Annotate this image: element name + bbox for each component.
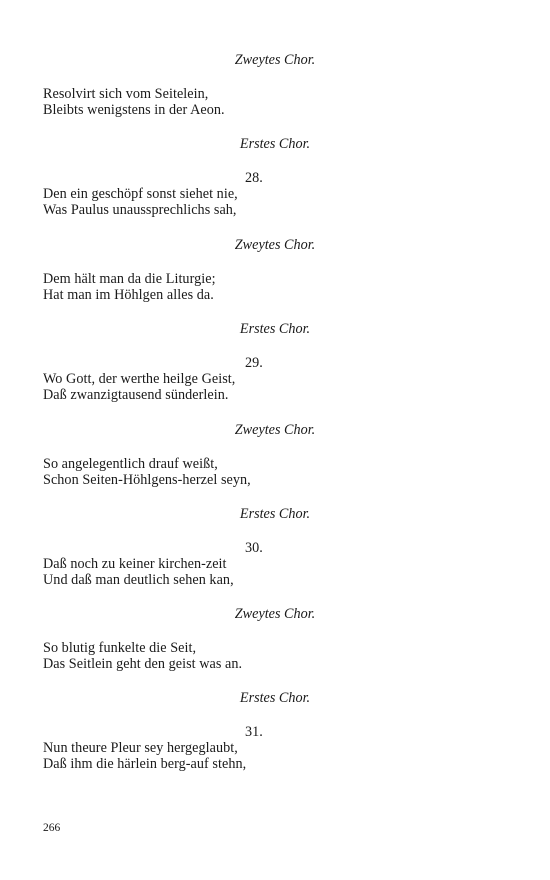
verse-line: Wo Gott, der werthe heilge Geist, <box>43 371 236 387</box>
page-number: 266 <box>43 822 61 834</box>
verse-line: Das Seitlein geht den geist was an. <box>43 656 243 672</box>
speaker-heading-second-choir: Zweytes Chor. <box>234 52 316 68</box>
verse-line: Daß noch zu keiner kirchen-zeit <box>43 556 227 572</box>
verse-line: Dem hält man da die Liturgie; <box>43 271 216 287</box>
verse-line: Und daß man deutlich sehen kan, <box>43 572 234 588</box>
verse-line: So blutig funkelte die Seit, <box>43 640 197 656</box>
stanza-number: 30. <box>245 540 263 556</box>
verse-line: Schon Seiten-Höhlgens-herzel seyn, <box>43 472 251 488</box>
stanza-number: 28. <box>245 170 263 186</box>
verse-line: So angelegentlich drauf weißt, <box>43 456 218 472</box>
stanza-number: 31. <box>245 724 263 740</box>
verse-line: Daß ihm die härlein berg-auf stehn, <box>43 756 247 772</box>
verse-line: Den ein geschöpf sonst siehet nie, <box>43 186 238 202</box>
verse-line: Bleibts wenigstens in der Aeon. <box>43 102 225 118</box>
speaker-heading-first-choir: Erstes Chor. <box>239 506 311 522</box>
speaker-heading-first-choir: Erstes Chor. <box>239 136 311 152</box>
verse-line: Nun theure Pleur sey hergeglaubt, <box>43 740 238 756</box>
verse-line: Resolvirt sich vom Seitelein, <box>43 86 209 102</box>
stanza-number: 29. <box>245 355 263 371</box>
speaker-heading-second-choir: Zweytes Chor. <box>234 606 316 622</box>
speaker-heading-first-choir: Erstes Chor. <box>239 690 311 706</box>
verse-line: Daß zwanzigtausend sünderlein. <box>43 387 229 403</box>
verse-line: Hat man im Höhlgen alles da. <box>43 287 214 303</box>
speaker-heading-first-choir: Erstes Chor. <box>239 321 311 337</box>
verse-line: Was Paulus unaussprechlichs sah, <box>43 202 237 218</box>
speaker-heading-second-choir: Zweytes Chor. <box>234 237 316 253</box>
speaker-heading-second-choir: Zweytes Chor. <box>234 422 316 438</box>
